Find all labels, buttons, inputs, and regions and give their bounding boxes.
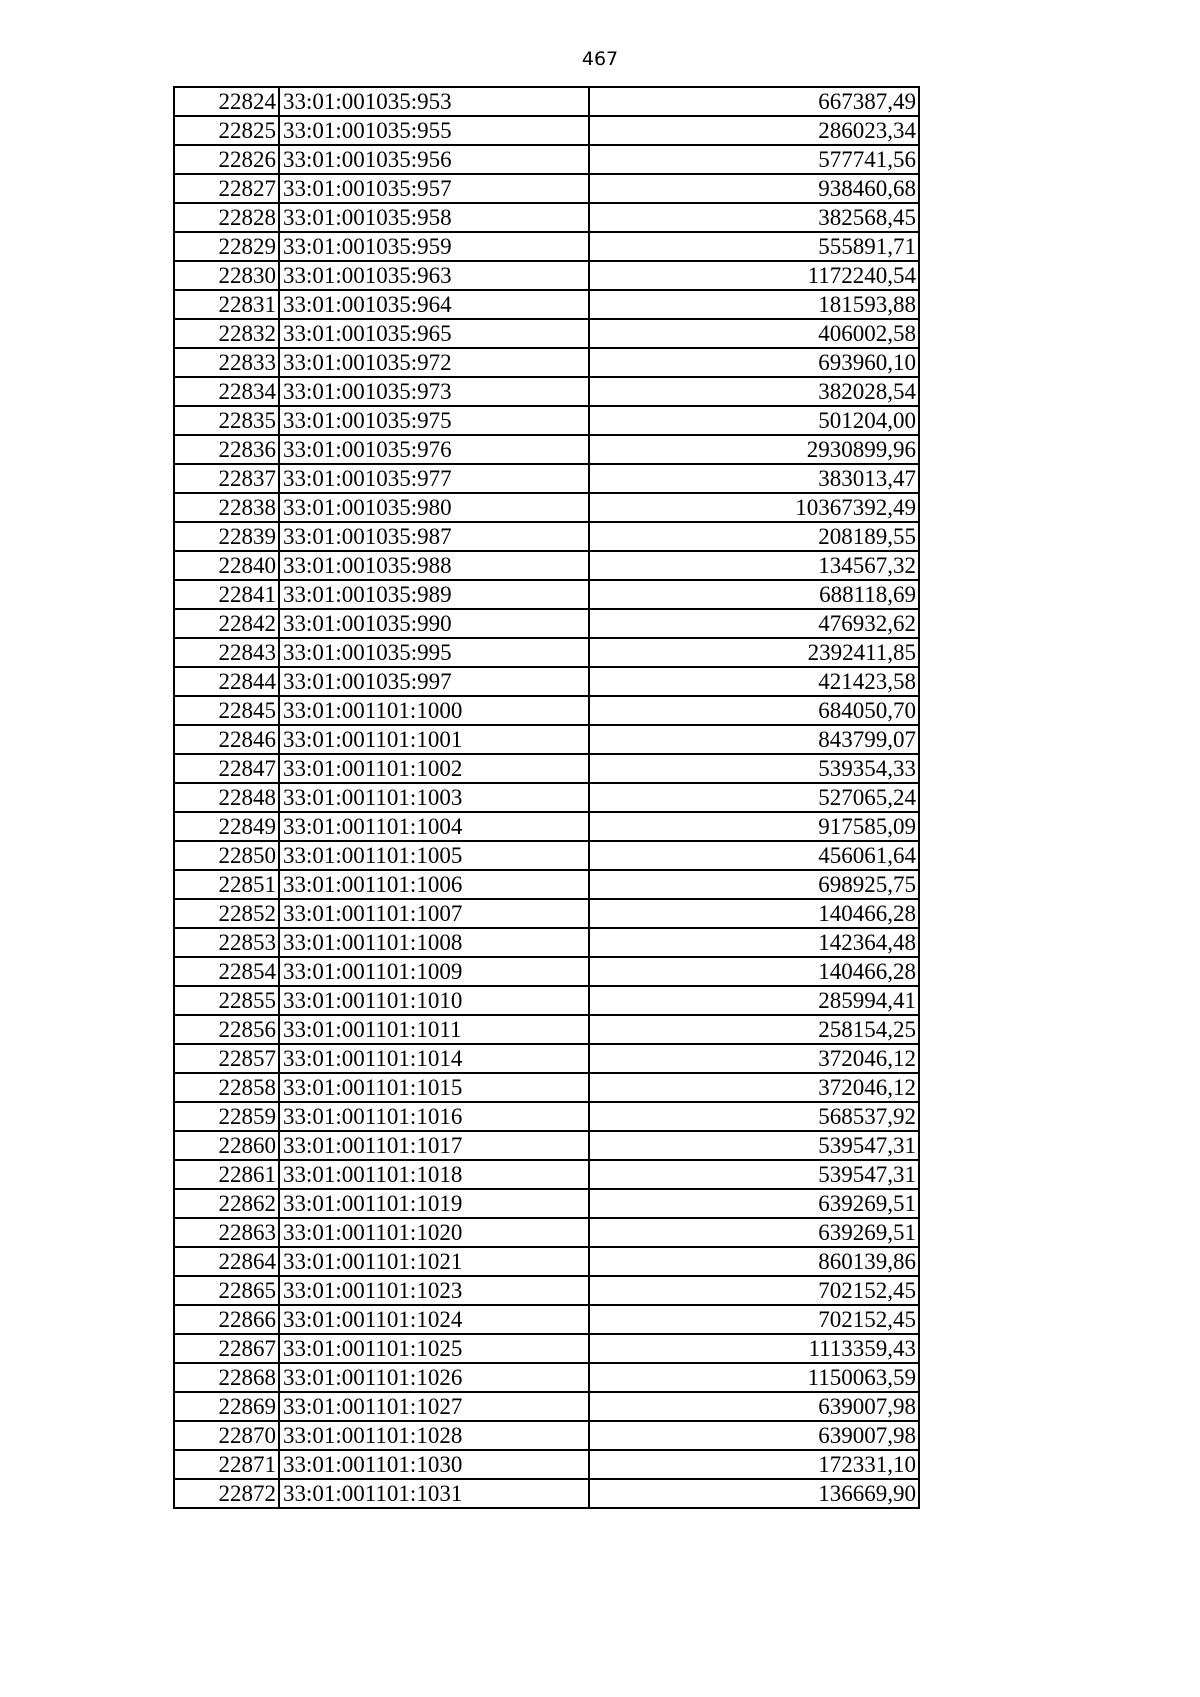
cadastral-number-cell: 33:01:001101:1014 — [279, 1044, 589, 1073]
table-row — [174, 87, 919, 116]
table-row — [174, 1305, 919, 1334]
value-cell: 501204,00 — [589, 406, 919, 435]
table-row — [174, 203, 919, 232]
cadastral-number-cell: 33:01:001035:975 — [279, 406, 589, 435]
table-row — [174, 754, 919, 783]
table-row — [174, 1421, 919, 1450]
table-row — [174, 899, 919, 928]
value-cell: 693960,10 — [589, 348, 919, 377]
cadastral-number-cell: 33:01:001101:1023 — [279, 1276, 589, 1305]
row-number-cell: 22865 — [174, 1276, 279, 1305]
value-cell: 382028,54 — [589, 377, 919, 406]
row-number-cell: 22854 — [174, 957, 279, 986]
cadastral-number-cell: 33:01:001101:1008 — [279, 928, 589, 957]
value-cell: 702152,45 — [589, 1276, 919, 1305]
table-row — [174, 551, 919, 580]
table-row — [174, 1189, 919, 1218]
row-number-cell: 22859 — [174, 1102, 279, 1131]
row-number-cell: 22849 — [174, 812, 279, 841]
value-cell: 134567,32 — [589, 551, 919, 580]
row-number-cell: 22867 — [174, 1334, 279, 1363]
row-number-cell: 22864 — [174, 1247, 279, 1276]
cadastral-number-cell: 33:01:001101:1026 — [279, 1363, 589, 1392]
row-number-cell: 22832 — [174, 319, 279, 348]
row-number-cell: 22829 — [174, 232, 279, 261]
cadastral-number-cell: 33:01:001035:964 — [279, 290, 589, 319]
row-number-cell: 22824 — [174, 87, 279, 116]
cadastral-number-cell: 33:01:001035:953 — [279, 87, 589, 116]
table-row — [174, 609, 919, 638]
table-row — [174, 1131, 919, 1160]
table-row — [174, 725, 919, 754]
cadastral-number-cell: 33:01:001101:1028 — [279, 1421, 589, 1450]
row-number-cell: 22855 — [174, 986, 279, 1015]
table-row — [174, 406, 919, 435]
value-cell: 1150063,59 — [589, 1363, 919, 1392]
value-cell: 140466,28 — [589, 957, 919, 986]
table-row — [174, 1102, 919, 1131]
row-number-cell: 22845 — [174, 696, 279, 725]
cadastral-number-cell: 33:01:001101:1031 — [279, 1479, 589, 1508]
cadastral-number-cell: 33:01:001035:973 — [279, 377, 589, 406]
value-cell: 2930899,96 — [589, 435, 919, 464]
row-number-cell: 22853 — [174, 928, 279, 957]
table-row — [174, 986, 919, 1015]
table-row — [174, 319, 919, 348]
row-number-cell: 22842 — [174, 609, 279, 638]
cadastral-number-cell: 33:01:001101:1003 — [279, 783, 589, 812]
cadastral-number-cell: 33:01:001101:1017 — [279, 1131, 589, 1160]
value-cell: 258154,25 — [589, 1015, 919, 1044]
value-cell: 639269,51 — [589, 1218, 919, 1247]
table-row — [174, 493, 919, 522]
row-number-cell: 22871 — [174, 1450, 279, 1479]
row-number-cell: 22843 — [174, 638, 279, 667]
table-row — [174, 928, 919, 957]
value-cell: 938460,68 — [589, 174, 919, 203]
value-cell: 181593,88 — [589, 290, 919, 319]
cadastral-number-cell: 33:01:001035:995 — [279, 638, 589, 667]
value-cell: 372046,12 — [589, 1073, 919, 1102]
value-cell: 1172240,54 — [589, 261, 919, 290]
value-cell: 667387,49 — [589, 87, 919, 116]
row-number-cell: 22862 — [174, 1189, 279, 1218]
cadastral-number-cell: 33:01:001101:1027 — [279, 1392, 589, 1421]
value-cell: 684050,70 — [589, 696, 919, 725]
value-cell: 372046,12 — [589, 1044, 919, 1073]
table-body — [174, 87, 919, 1508]
table-row — [174, 435, 919, 464]
table-row — [174, 841, 919, 870]
value-cell: 568537,92 — [589, 1102, 919, 1131]
value-cell: 539547,31 — [589, 1160, 919, 1189]
value-cell: 421423,58 — [589, 667, 919, 696]
value-cell: 539354,33 — [589, 754, 919, 783]
value-cell: 476932,62 — [589, 609, 919, 638]
table-row — [174, 638, 919, 667]
row-number-cell: 22852 — [174, 899, 279, 928]
value-cell: 136669,90 — [589, 1479, 919, 1508]
row-number-cell: 22858 — [174, 1073, 279, 1102]
table-row — [174, 377, 919, 406]
table-row — [174, 1247, 919, 1276]
value-cell: 917585,09 — [589, 812, 919, 841]
value-cell: 702152,45 — [589, 1305, 919, 1334]
value-cell: 208189,55 — [589, 522, 919, 551]
value-cell: 527065,24 — [589, 783, 919, 812]
cadastral-number-cell: 33:01:001101:1001 — [279, 725, 589, 754]
row-number-cell: 22846 — [174, 725, 279, 754]
table-row — [174, 1218, 919, 1247]
row-number-cell: 22866 — [174, 1305, 279, 1334]
value-cell: 860139,86 — [589, 1247, 919, 1276]
cadastral-number-cell: 33:01:001035:972 — [279, 348, 589, 377]
cadastral-number-cell: 33:01:001101:1009 — [279, 957, 589, 986]
cadastral-number-cell: 33:01:001101:1006 — [279, 870, 589, 899]
table-row — [174, 1160, 919, 1189]
row-number-cell: 22831 — [174, 290, 279, 319]
value-cell: 698925,75 — [589, 870, 919, 899]
row-number-cell: 22835 — [174, 406, 279, 435]
value-cell: 1113359,43 — [589, 1334, 919, 1363]
row-number-cell: 22839 — [174, 522, 279, 551]
row-number-cell: 22863 — [174, 1218, 279, 1247]
cadastral-number-cell: 33:01:001101:1030 — [279, 1450, 589, 1479]
cadastral-number-cell: 33:01:001101:1018 — [279, 1160, 589, 1189]
row-number-cell: 22848 — [174, 783, 279, 812]
cadastral-number-cell: 33:01:001035:956 — [279, 145, 589, 174]
row-number-cell: 22869 — [174, 1392, 279, 1421]
cadastral-number-cell: 33:01:001035:957 — [279, 174, 589, 203]
table-row — [174, 957, 919, 986]
table-row — [174, 1392, 919, 1421]
cadastral-number-cell: 33:01:001101:1004 — [279, 812, 589, 841]
row-number-cell: 22828 — [174, 203, 279, 232]
cadastral-value-table — [173, 86, 920, 1509]
table-row — [174, 1450, 919, 1479]
value-cell: 10367392,49 — [589, 493, 919, 522]
row-number-cell: 22841 — [174, 580, 279, 609]
cadastral-number-cell: 33:01:001101:1019 — [279, 1189, 589, 1218]
row-number-cell: 22826 — [174, 145, 279, 174]
value-cell: 688118,69 — [589, 580, 919, 609]
cadastral-number-cell: 33:01:001101:1005 — [279, 841, 589, 870]
cadastral-number-cell: 33:01:001101:1002 — [279, 754, 589, 783]
cadastral-number-cell: 33:01:001101:1020 — [279, 1218, 589, 1247]
row-number-cell: 22872 — [174, 1479, 279, 1508]
cadastral-number-cell: 33:01:001101:1015 — [279, 1073, 589, 1102]
cadastral-number-cell: 33:01:001101:1011 — [279, 1015, 589, 1044]
table-row — [174, 667, 919, 696]
page-number: 467 — [581, 48, 619, 70]
row-number-cell: 22870 — [174, 1421, 279, 1450]
value-cell: 843799,07 — [589, 725, 919, 754]
row-number-cell: 22856 — [174, 1015, 279, 1044]
row-number-cell: 22838 — [174, 493, 279, 522]
cadastral-number-cell: 33:01:001035:958 — [279, 203, 589, 232]
row-number-cell: 22834 — [174, 377, 279, 406]
cadastral-number-cell: 33:01:001035:989 — [279, 580, 589, 609]
table-row — [174, 1334, 919, 1363]
cadastral-number-cell: 33:01:001101:1025 — [279, 1334, 589, 1363]
cadastral-number-cell: 33:01:001035:976 — [279, 435, 589, 464]
cadastral-number-cell: 33:01:001101:1016 — [279, 1102, 589, 1131]
value-cell: 142364,48 — [589, 928, 919, 957]
table-row — [174, 1276, 919, 1305]
table-row — [174, 696, 919, 725]
value-cell: 286023,34 — [589, 116, 919, 145]
table-row — [174, 348, 919, 377]
table-row — [174, 232, 919, 261]
cadastral-number-cell: 33:01:001035:965 — [279, 319, 589, 348]
table-row — [174, 464, 919, 493]
row-number-cell: 22830 — [174, 261, 279, 290]
cadastral-number-cell: 33:01:001101:1021 — [279, 1247, 589, 1276]
value-cell: 383013,47 — [589, 464, 919, 493]
cadastral-number-cell: 33:01:001035:990 — [279, 609, 589, 638]
cadastral-number-cell: 33:01:001035:980 — [279, 493, 589, 522]
value-cell: 577741,56 — [589, 145, 919, 174]
table-row — [174, 261, 919, 290]
table-row — [174, 1073, 919, 1102]
value-cell: 285994,41 — [589, 986, 919, 1015]
value-cell: 172331,10 — [589, 1450, 919, 1479]
table-row — [174, 522, 919, 551]
cadastral-number-cell: 33:01:001101:1000 — [279, 696, 589, 725]
row-number-cell: 22827 — [174, 174, 279, 203]
cadastral-number-cell: 33:01:001035:963 — [279, 261, 589, 290]
row-number-cell: 22833 — [174, 348, 279, 377]
cadastral-number-cell: 33:01:001035:977 — [279, 464, 589, 493]
value-cell: 2392411,85 — [589, 638, 919, 667]
table-row — [174, 812, 919, 841]
row-number-cell: 22851 — [174, 870, 279, 899]
value-cell: 639007,98 — [589, 1392, 919, 1421]
table-row — [174, 1015, 919, 1044]
table-row — [174, 1479, 919, 1508]
row-number-cell: 22868 — [174, 1363, 279, 1392]
row-number-cell: 22847 — [174, 754, 279, 783]
cadastral-number-cell: 33:01:001035:987 — [279, 522, 589, 551]
cadastral-number-cell: 33:01:001101:1024 — [279, 1305, 589, 1334]
cadastral-number-cell: 33:01:001101:1010 — [279, 986, 589, 1015]
cadastral-number-cell: 33:01:001035:988 — [279, 551, 589, 580]
table-row — [174, 174, 919, 203]
value-cell: 140466,28 — [589, 899, 919, 928]
table-row — [174, 870, 919, 899]
cadastral-number-cell: 33:01:001035:955 — [279, 116, 589, 145]
row-number-cell: 22840 — [174, 551, 279, 580]
value-cell: 456061,64 — [589, 841, 919, 870]
cadastral-number-cell: 33:01:001035:997 — [279, 667, 589, 696]
row-number-cell: 22837 — [174, 464, 279, 493]
row-number-cell: 22844 — [174, 667, 279, 696]
value-cell: 382568,45 — [589, 203, 919, 232]
row-number-cell: 22861 — [174, 1160, 279, 1189]
row-number-cell: 22860 — [174, 1131, 279, 1160]
table-row — [174, 1363, 919, 1392]
table-row — [174, 116, 919, 145]
table-row — [174, 145, 919, 174]
table-row — [174, 1044, 919, 1073]
cadastral-number-cell: 33:01:001035:959 — [279, 232, 589, 261]
row-number-cell: 22850 — [174, 841, 279, 870]
value-cell: 639007,98 — [589, 1421, 919, 1450]
value-cell: 639269,51 — [589, 1189, 919, 1218]
value-cell: 406002,58 — [589, 319, 919, 348]
row-number-cell: 22836 — [174, 435, 279, 464]
value-cell: 555891,71 — [589, 232, 919, 261]
row-number-cell: 22857 — [174, 1044, 279, 1073]
row-number-cell: 22825 — [174, 116, 279, 145]
cadastral-number-cell: 33:01:001101:1007 — [279, 899, 589, 928]
table-row — [174, 783, 919, 812]
table-row — [174, 580, 919, 609]
table-row — [174, 290, 919, 319]
value-cell: 539547,31 — [589, 1131, 919, 1160]
